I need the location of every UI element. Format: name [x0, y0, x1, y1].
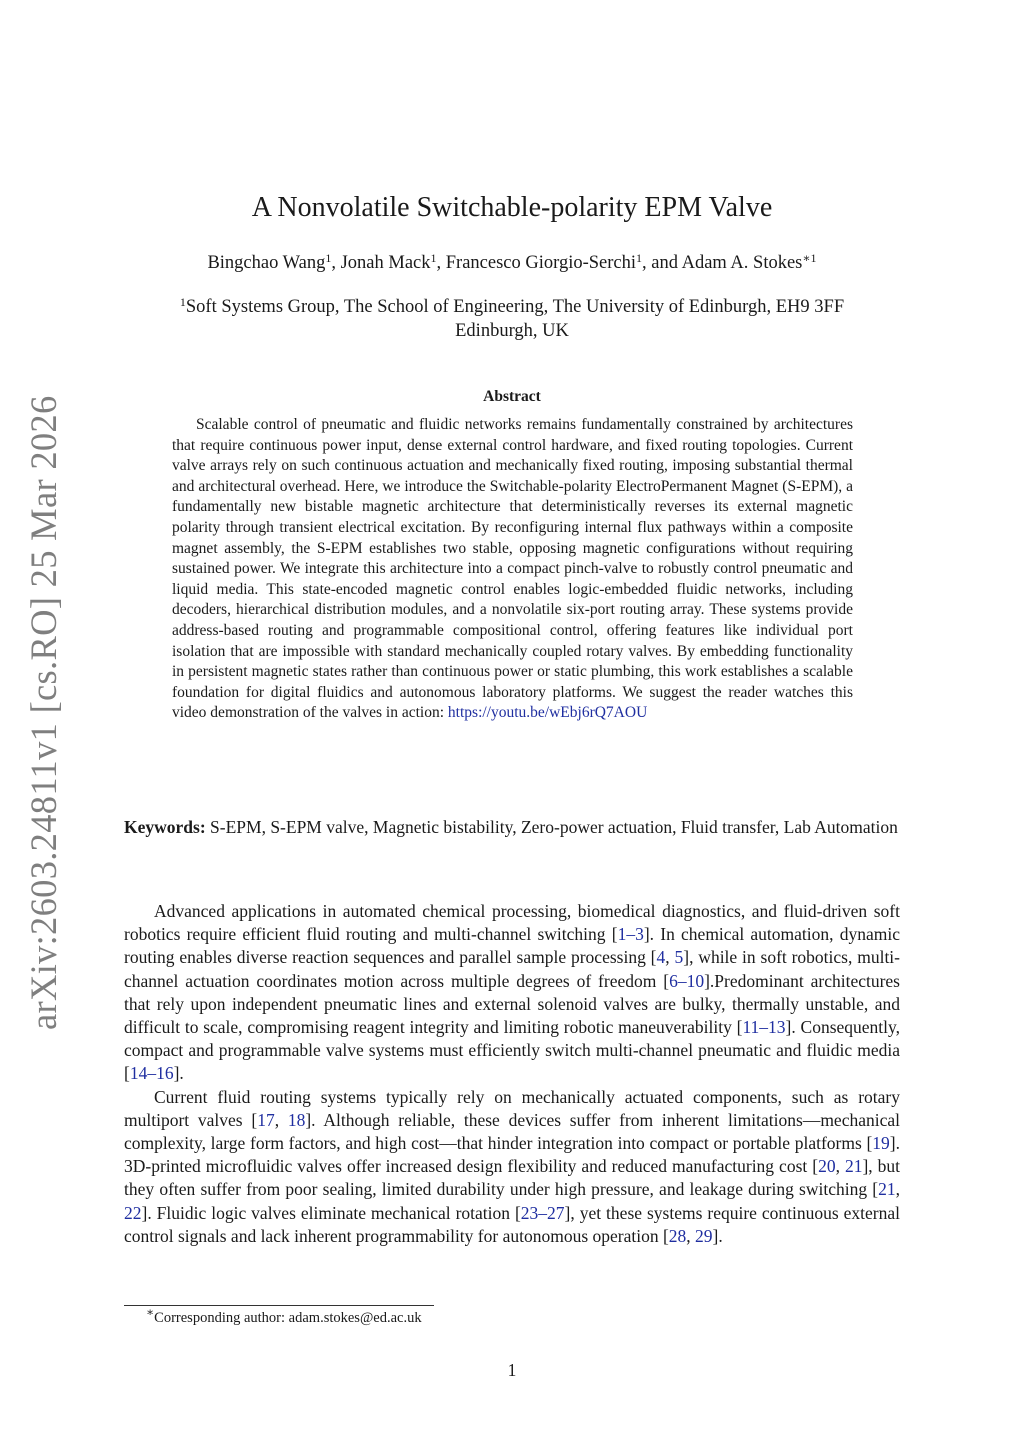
author-separator: , [436, 253, 446, 273]
body-text-run: ], but they often suffer from poor sealing, limited durability under high pressure, and leakage during switching [ [124, 1156, 900, 1200]
citation-link[interactable]: 18 [287, 1109, 306, 1130]
citation-link[interactable]: 11–13 [742, 1017, 786, 1038]
body-text-run: ]. Fluidic logic valves eliminate mechanical rotation [ [141, 1202, 521, 1223]
author-separator: , [331, 253, 341, 273]
citation-link[interactable]: 17 [257, 1109, 275, 1130]
abstract-heading: Abstract [483, 388, 541, 405]
video-link[interactable]: https://youtu.be/wEbj6rQ7AOU [447, 704, 648, 722]
affiliation [140, 295, 884, 343]
body-text-run: ]. In chemical automation, dynamic routing enables diverse reaction sequences and parallel sample processing [ [124, 924, 900, 968]
body-text-run: , [665, 947, 675, 968]
abstract-text [172, 415, 853, 724]
citation-link[interactable]: 22 [124, 1202, 142, 1223]
body-text-run: ], while in soft robotics, multi-channel actuation coordinates motion across multiple degrees of freedom [ [124, 947, 900, 991]
body-text-run: , [686, 1225, 696, 1246]
citation-link[interactable]: 23–27 [520, 1202, 565, 1223]
affiliation-text: Soft Systems Group, The School of Engineering, The University of Edinburgh, EH9 3FF Edinburgh, UK [185, 297, 845, 341]
abstract-body-text: Scalable control of pneumatic and fluidic networks remains fundamentally constrained by architectures that require continuous power input, dense external control hardware, and fixed routing topologies. Current valve arrays rely on such continuous actuation and mechanically fixed routing, imposing substantial thermal and architectural overhead. Here, we introduce the Switchable-polarity ElectroPermanent Magnet (S-EPM), a fundamentally new bistable magnetic architecture that deterministically reverses its external magnetic polarity through transient electrical excitation. By reconfiguring internal flux pathways within a composite magnet assembly, the S-EPM establishes two stable, opposing magnetic configurations without requiring sustained power. We integrate this architecture into a compact pinch-valve to robustly control pneumatic and liquid media. This state-encoded magnetic control enables logic-embedded fluidic networks, including decoders, hierarchical distribution modules, and a nonvolatile six-port routing array. These systems provide address-based routing and programmable compositional control, offering features like individual port isolation that are impossible with standard mechanically coupled rotary valves. By embedding functionality in persistent magnetic states rather than continuous power or static plumbing, this work establishes a scalable foundation for digital fluidics and autonomous laboratory platforms. We suggest the reader watches this video demonstration of the valves in action: [172, 416, 853, 722]
citation-link[interactable]: 20 [818, 1156, 836, 1177]
citation-link[interactable]: 5 [674, 947, 684, 968]
citation-link[interactable]: 19 [872, 1133, 890, 1154]
body-text-run: , [835, 1156, 845, 1177]
author-name: Adam A. Stokes [681, 253, 803, 273]
page-number: 1 [507, 1360, 517, 1380]
author-separator: , and [642, 253, 682, 273]
author-name: Jonah Mack [340, 253, 431, 273]
affiliation-mark: 1 [179, 295, 186, 309]
body-text-run: ].Predominant architectures that rely upon independent pneumatic lines and external solenoid valves are bulky, thermally unstable, and difficult to scale, compromising reagent integrity and limiting robotic maneuverability [ [124, 970, 900, 1038]
body-text-run: Current fluid routing systems typically rely on mechanically actuated components, such as rotary multiport valves [ [124, 1086, 900, 1130]
author-affiliation-mark: 1 [325, 251, 332, 265]
keywords-label: Keywords: [124, 817, 206, 837]
keywords-text: S-EPM, S-EPM valve, Magnetic bistability, Zero-power actuation, Fluid transfer, Lab Automation [205, 817, 898, 837]
footnote-rule [124, 1305, 434, 1306]
citation-link[interactable]: 14–16 [129, 1063, 174, 1084]
citation-link[interactable]: 21 [844, 1156, 863, 1177]
author-list [0, 253, 1024, 274]
author-affiliation-mark: 1 [430, 251, 437, 265]
author-name: Francesco Giorgio-Serchi [445, 253, 637, 273]
keywords [124, 816, 900, 840]
citation-link[interactable]: 28 [668, 1225, 687, 1246]
body-text-run: ]. 3D-printed microfluidic valves offer increased design flexibility and reduced manufacturing cost [ [124, 1133, 900, 1177]
body-text-run: ]. Consequently, compact and programmable valve systems must efficiently switch multi-channel pneumatic and fluidic media [ [124, 1017, 901, 1084]
body-text-run: Advanced applications in automated chemical processing, biomedical diagnostics, and fluid-driven soft robotics require efficient fluid routing and multi-channel switching [ [124, 901, 900, 945]
body-text-run: ]. [712, 1225, 723, 1246]
footnote [146, 1305, 422, 1327]
body-text-run: ], yet these systems require continuous external control signals and lack inherent programmability for autonomous operation [ [124, 1202, 901, 1246]
author-affiliation-mark: 1 [636, 251, 643, 265]
arxiv-identifier-stamp: arXiv:2603.24811v1 [cs.RO] 25 Mar 2026 [23, 395, 64, 1030]
body-text-run: ]. [173, 1063, 184, 1084]
body-text-run: , [274, 1109, 288, 1130]
body-text [124, 900, 900, 1248]
body-paragraph [124, 1086, 900, 1248]
body-paragraph [124, 900, 900, 1086]
body-text-run: , [895, 1179, 900, 1200]
author-name: Bingchao Wang [207, 253, 326, 273]
paper-title: A Nonvolatile Switchable-polarity EPM Valve [251, 192, 773, 223]
citation-link[interactable]: 6–10 [669, 970, 705, 991]
citation-link[interactable]: 1–3 [617, 924, 644, 945]
citation-link[interactable]: 4 [656, 947, 666, 968]
body-text-run: ]. Although reliable, these devices suffer from inherent limitations—mechanical complexity, large form factors, and high cost—that hinder integration into compact or portable platforms [ [124, 1109, 900, 1154]
footnote-mark: ∗ [146, 1305, 155, 1319]
author-affiliation-mark: ∗1 [802, 251, 817, 265]
citation-link[interactable]: 21 [878, 1179, 896, 1200]
citation-link[interactable]: 29 [695, 1225, 713, 1246]
footnote-text: Corresponding author: adam.stokes@ed.ac.uk [154, 1310, 422, 1326]
